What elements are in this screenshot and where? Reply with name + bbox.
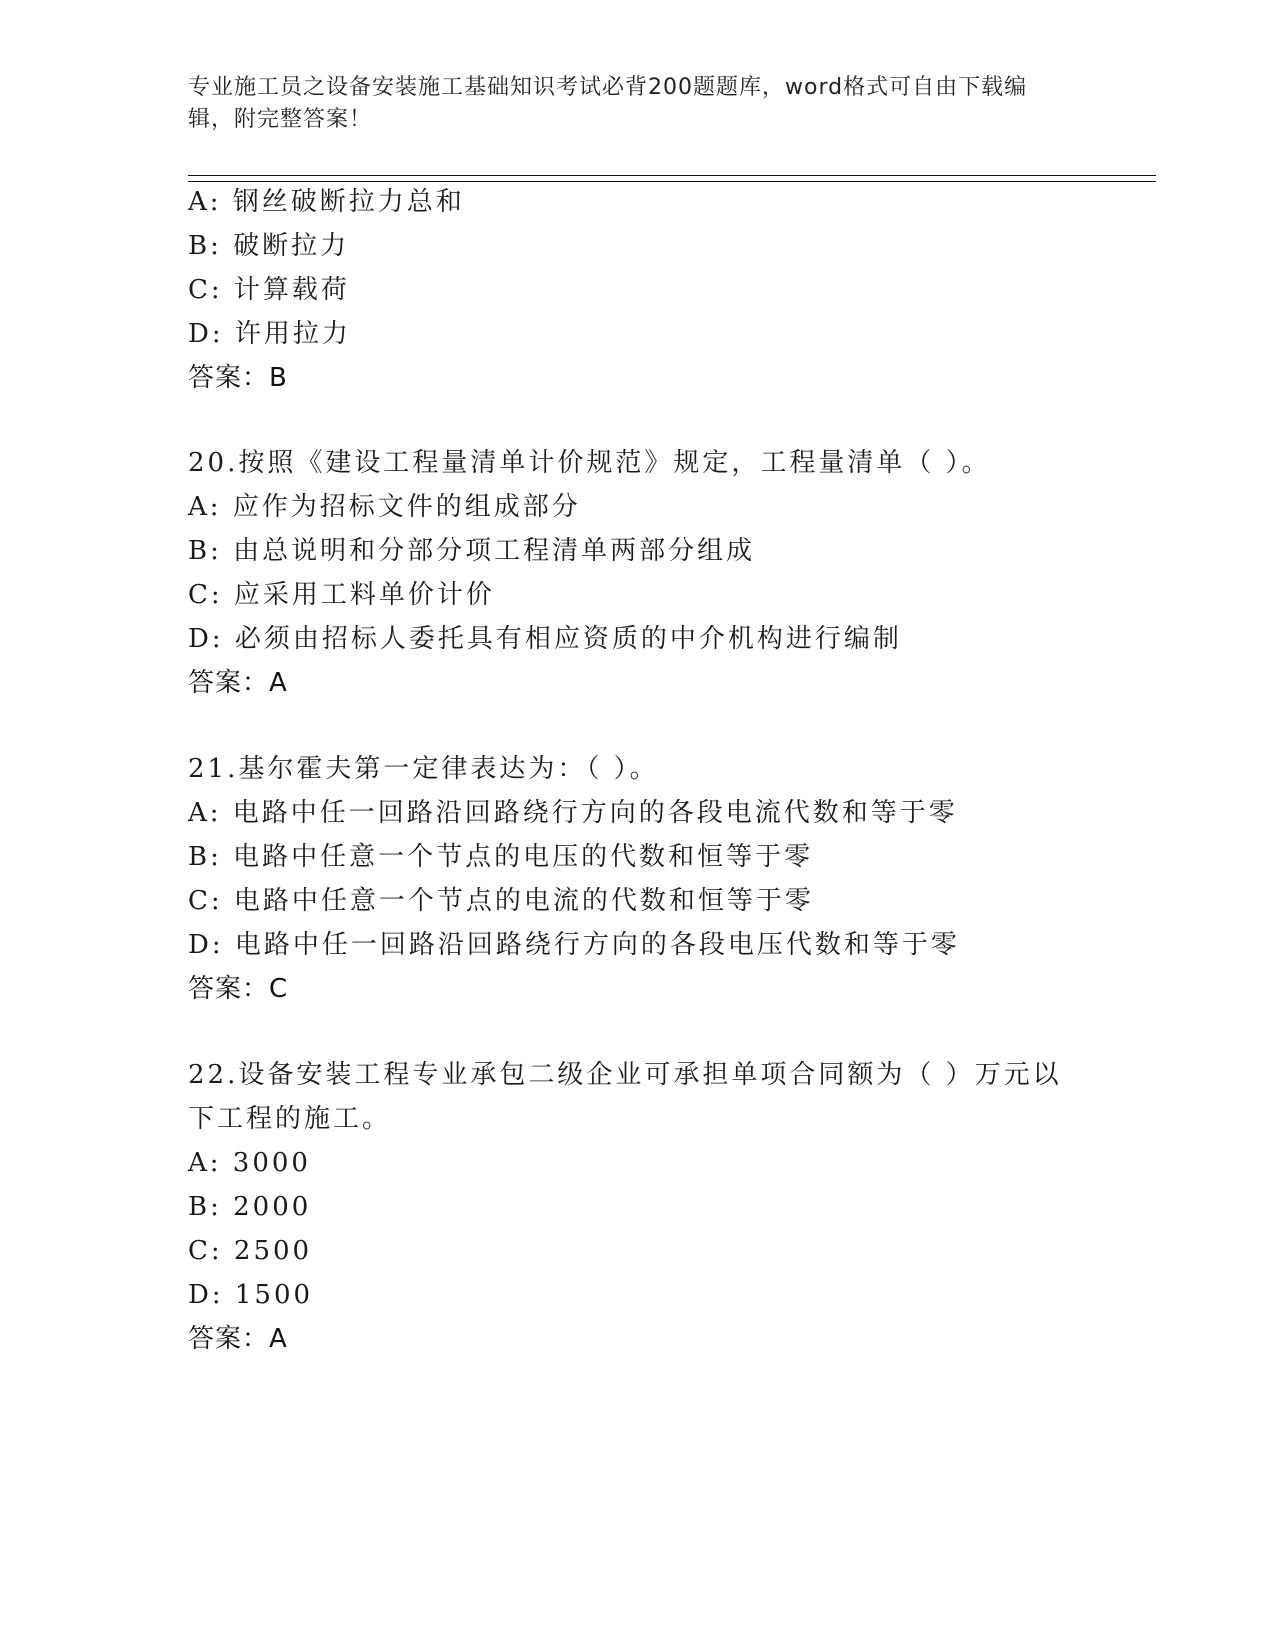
option-a: A: 3000 [188,1148,311,1178]
option-d: D: 许用拉力 [188,319,351,349]
answer-text: 答案：A [188,1324,288,1354]
answer-text: 答案：B [188,363,288,393]
option-b: B: 由总说明和分部分项工程清单两部分组成 [188,536,756,566]
answer-text: 答案：A [188,668,288,698]
option-d: D: 电路中任一回路沿回路绕行方向的各段电压代数和等于零 [188,930,960,960]
option-c: C: 计算载荷 [188,275,350,305]
header-rule-bottom [188,181,1156,182]
header-rule-top [188,175,1156,176]
option-c: C: 电路中任意一个节点的电流的代数和恒等于零 [188,886,814,916]
option-c: C: 应采用工料单价计价 [188,580,495,610]
question-stem: 22.设备安装工程专业承包二级企业可承担单项合同额为（ ）万元以 [188,1060,1062,1090]
option-a: A: 应作为招标文件的组成部分 [188,492,581,522]
question-stem-continued: 下工程的施工。 [188,1104,392,1134]
question-stem: 21.基尔霍夫第一定律表达为：（ ）。 [188,754,659,784]
answer-text: 答案：C [188,974,289,1004]
document-header: 专业施工员之设备安装施工基础知识考试必背200题题库，word格式可自由下载编辑，附完整答案！ [188,75,1028,132]
option-b: B: 2000 [188,1192,312,1222]
option-c: C: 2500 [188,1236,313,1266]
option-b: B: 破断拉力 [188,231,350,261]
option-a: A: 钢丝破断拉力总和 [188,187,465,217]
question-stem: 20.按照《建设工程量清单计价规范》规定，工程量清单（ ）。 [188,448,991,478]
option-b: B: 电路中任意一个节点的电压的代数和恒等于零 [188,842,814,872]
option-a: A: 电路中任一回路沿回路绕行方向的各段电流代数和等于零 [188,798,958,828]
option-d: D: 1500 [188,1280,314,1310]
option-d: D: 必须由招标人委托具有相应资质的中介机构进行编制 [188,624,902,654]
